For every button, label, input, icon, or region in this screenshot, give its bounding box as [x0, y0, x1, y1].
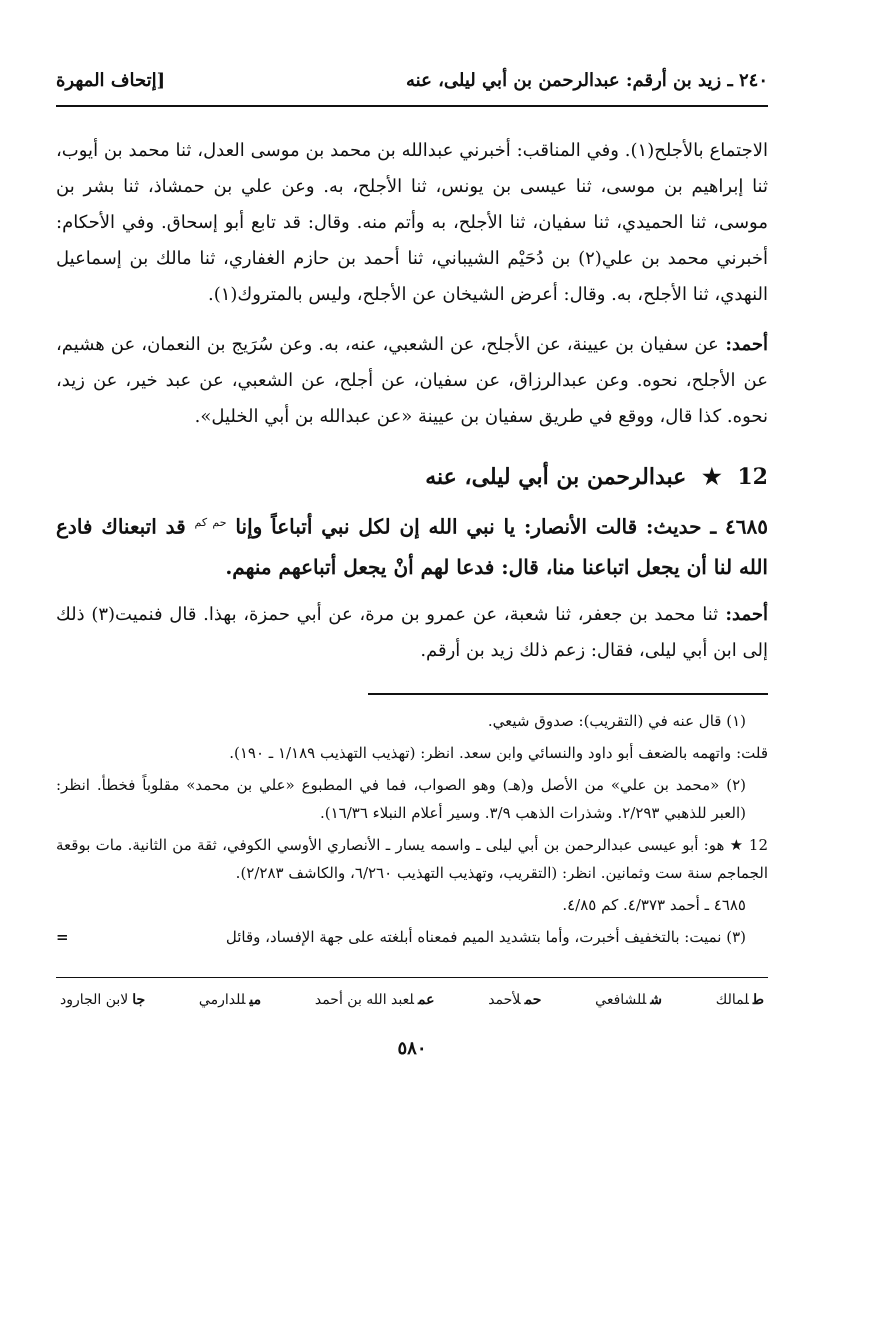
page-number: ٥٨٠	[397, 1037, 427, 1059]
section-heading	[56, 459, 768, 495]
abbreviation-label: للشافعي	[595, 991, 647, 1008]
hadith-source-note: حم كم	[194, 516, 227, 529]
paragraph-text: الاجتماع بالأجلح(١). وفي المناقب: أخبرني عبدالله بن محمد بن موسى العدل، ثنا محمد بن أيوب، ثنا إبراهيم بن موسى، ثنا عيسى بن يونس، ثنا الأجلح، به. وعن علي بن حمشاذ، ثنا بشر بن موسى، ثنا الحميدي، ثنا سفيان، ثنا الأجلح، به وأتم منه. وقال: قد تابع أبو إسحاق. وفي الأحكام: أخبرني محمد بن علي(٢) بن دُحَيْم الشيباني، ثنا أحمد بن حازم الغفاري، ثنا مالك بن إسماعيل النهدي، ثنا الأجلح، به. وقال: أعرض الشيخان عن الأجلح، وليس بالمتروك(١).	[56, 140, 768, 305]
abbreviation-item	[60, 992, 145, 1008]
commentary-text: ثنا محمد بن جعفر، ثنا شعبة، عن عمرو بن مرة، عن أبي حمزة، بهذا. قال فنميت(٣) ذلك إلى ابن أبي ليلى، فقال: زعم ذلك زيد بن أرقم.	[56, 603, 768, 661]
hadith-text	[56, 503, 768, 587]
commentary-lead: أحمد:	[718, 603, 768, 625]
footnote	[56, 923, 768, 951]
main-text	[56, 133, 768, 669]
abbreviation-code: حم	[524, 991, 542, 1008]
abbreviation-item	[716, 992, 764, 1008]
abbreviation-label: لأحمد	[488, 991, 521, 1008]
hadith-line-1: ٤٦٨٥ ـ حديث: قالت الأنصار: يا نبي الله إن لكل نبي أتباعاً وإنا	[235, 514, 769, 539]
section-number: 12	[737, 464, 768, 490]
abbreviation-label: لابن الجارود	[60, 991, 129, 1008]
footnote: (٢) «محمد بن علي» من الأصل و(هـ) وهو الصواب، فما في المطبوع «علي بن محمد» مقلوباً فخطأ. انظر: (العبر للذهبي ٢/٢٩٣. وشذرات الذهب ٣/٩. وسير أعلام النبلاء ١٦/٣٦).	[56, 775, 746, 822]
hadith-commentary	[56, 597, 768, 669]
abbreviation-code: ط	[752, 991, 764, 1008]
abbreviation-code: عم	[418, 991, 435, 1008]
footnote: قلت: واتهمه بالضعف أبو داود والنسائي وابن سعد. انظر: (تهذيب التهذيب ١/١٨٩ ـ ١٩٠).	[229, 743, 768, 762]
header-chapter-title: ٢٤٠ ـ زيد بن أرقم: عبدالرحمن بن أبي ليلى، عنه	[406, 70, 768, 91]
continuation-mark: =	[56, 927, 69, 946]
abbreviation-code: مي	[249, 991, 262, 1008]
footnote-text: (٣) نميت: بالتخفيف أخبرت، وأما بتشديد الميم فمعناه أبلغته على جهة الإفساد، وقائل	[225, 927, 746, 946]
abbreviation-label: للدارمي	[198, 991, 246, 1008]
footnote: 12 ★ هو: أبو عيسى عبدالرحمن بن أبي ليلى ـ واسمه يسار ـ الأنصاري الأوسي الكوفي، ثقة من الثانية. مات بوقعة الجماجم سنة ست وثمانين. انظر: (التقريب، وتهذيب التهذيب ٦/٢٦٠، والكاشف ٢/٢٨٣).	[56, 835, 768, 882]
footnote: (١) قال عنه في (التقريب): صدوق شيعي.	[487, 711, 746, 730]
abbreviation-code: جا	[132, 991, 146, 1008]
hadith-line-2: قد اتبعناك فادع الله لنا أن يجعل اتباعنا منا، قال: فدعا لهم أنْ يجعل أتباعهم منهم.	[56, 514, 768, 579]
paragraph-text: عن سفيان بن عيينة، عن الأجلح، عن الشعبي، عنه، به. وعن سُرَيج بن النعمان، عن هشيم، عن الأجلح، نحوه. وعن عبدالرزاق، عن سفيان، عن أجلح، عن الشعبي، عن عبد خير، عن زيد، نحوه. كذا قال، ووقع في طريق سفيان بن عيينة «عن عبدالله بن أبي الخليل».	[56, 334, 768, 427]
paragraph-lead: أحمد:	[718, 334, 768, 355]
abbreviation-item	[199, 992, 261, 1008]
abbreviation-code: ش	[650, 991, 663, 1008]
footnote-separator	[368, 693, 768, 695]
book-page	[56, 70, 768, 1059]
abbreviation-label: لمالك	[715, 991, 749, 1008]
abbreviation-item	[595, 992, 662, 1008]
paragraph	[56, 133, 768, 313]
running-header	[56, 70, 768, 107]
footnotes	[56, 707, 768, 951]
paragraph	[56, 327, 768, 435]
section-title-text: عبدالرحمن بن أبي ليلى، عنه	[425, 464, 687, 490]
abbreviation-item	[315, 992, 435, 1008]
footnote: ٤٦٨٥ ـ أحمد ٤/٣٧٣. كم ٤/٨٥.	[562, 895, 746, 914]
abbreviation-item	[488, 992, 541, 1008]
abbreviation-key	[56, 978, 768, 1008]
header-book-title: [إتحاف المهرة	[56, 70, 166, 91]
star-icon: ★	[701, 464, 722, 490]
abbreviation-label: لعبد الله بن أحمد	[314, 991, 414, 1008]
